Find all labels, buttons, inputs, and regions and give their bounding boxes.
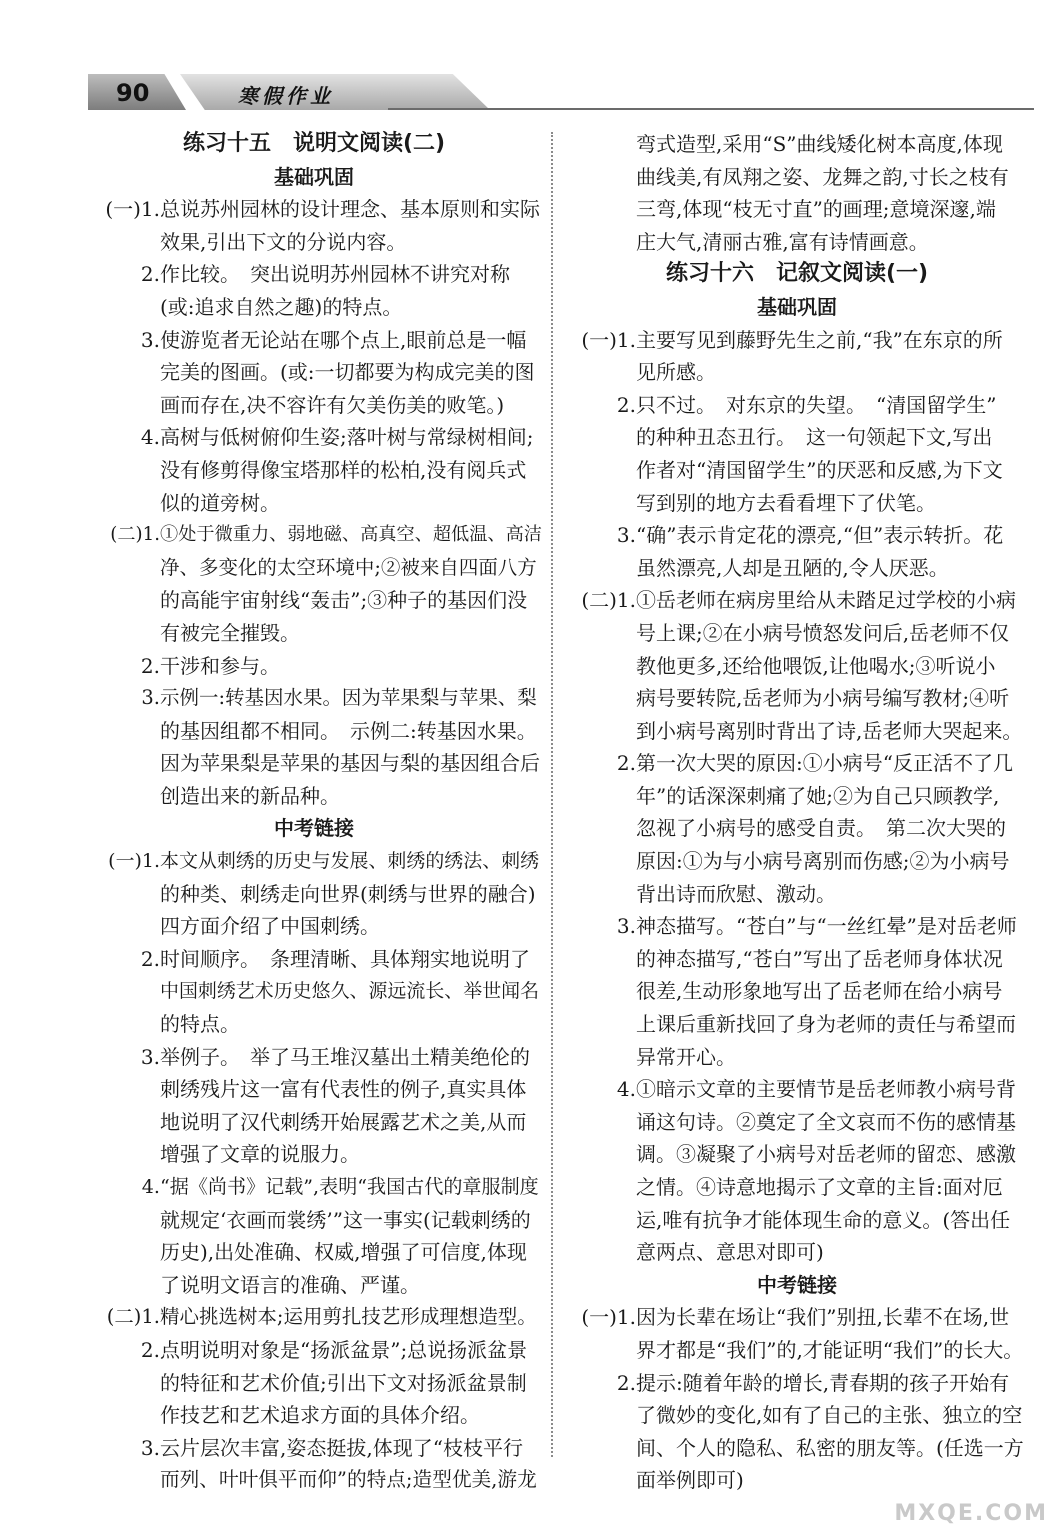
answer-item [88, 324, 540, 357]
answer-item [88, 258, 540, 291]
item-number: 2. [140, 946, 160, 971]
answer-continuation: 虽然漂亮,人却是丑陋的,令人厌恶。 [636, 555, 949, 580]
answer-text: 点明说明对象是“扬派盆景”;总说扬派盆景 [160, 1337, 528, 1362]
answer-continuation: 的神态描写,“苍白”写出了岳老师身体状况 [636, 946, 1003, 971]
answer-text: 云片层次丰富,姿态挺拔,体现了“枝枝平行 [160, 1435, 523, 1460]
item-number: 3. [140, 1435, 160, 1460]
answer-text: 总说苏州园林的设计理念、基本原则和实际 [160, 197, 540, 222]
answer-item [564, 389, 1030, 422]
answer-continuation: 上课后重新找回了身为老师的责任与希望而 [636, 1012, 1016, 1037]
answer-item [564, 1073, 1030, 1106]
answer-text: 本文从刺绣的历史与发展、刺绣的绣法、刺绣 [160, 850, 540, 873]
answer-continuation: 调。③凝聚了小病号对岳老师的留恋、感激 [636, 1142, 1016, 1167]
subsection-title: 基础巩固 [757, 294, 837, 319]
answer-item [88, 1432, 540, 1465]
answer-item [88, 1041, 540, 1074]
answer-continuation: 弯式造型,采用“S”曲线矮化树本高度,体现 [636, 132, 1003, 156]
answer-item [564, 1367, 1030, 1400]
answer-text: 举例子。 举了马王堆汉墓出土精美绝伦的 [160, 1044, 530, 1069]
answer-continuation: 背出诗而欣慰、激动。 [636, 881, 836, 906]
answer-continuation: 地说明了汉代刺绣开始展露艺术之美,从而 [160, 1109, 527, 1134]
answer-continuation: 没有修剪得像宝塔那样的松柏,没有阅兵式 [160, 457, 527, 482]
item-number: 3. [141, 686, 160, 710]
answer-text: 高树与低树俯仰生姿;落叶树与常绿树相间; [160, 425, 534, 450]
subsection-title: 中考链接 [757, 1272, 837, 1297]
answer-continuation: 作技艺和艺术追求方面的具体介绍。 [160, 1403, 480, 1428]
right-column [564, 128, 1030, 1497]
answer-continuation: 诵这句诗。②奠定了全文哀而不伤的感情基 [636, 1109, 1016, 1134]
answer-item [564, 747, 1030, 780]
answer-text: 第一次大哭的原因:①小病号“反正活不了几 [636, 751, 1013, 776]
answer-continuation: (或:追求自然之趣)的特点。 [160, 294, 403, 319]
answer-item [564, 324, 1030, 357]
answer-text: 使游览者无论站在哪个点上,眼前总是一幅 [160, 327, 527, 352]
item-number: 2. [140, 653, 160, 678]
page-number: 90 [116, 79, 150, 107]
answer-continuation: 号上课;②在小病号愤怒发问后,岳老师不仅 [636, 620, 1010, 645]
answer-item [88, 1334, 540, 1367]
answer-continuation: 作者对“清国留学生”的厌恶和反感,为下文 [636, 457, 1003, 482]
header-rule [388, 108, 1034, 110]
answer-continuation: 创造出来的新品种。 [160, 783, 340, 808]
answer-continuation: 中国刺绣艺术历史悠久、源远流长、举世闻名 [160, 980, 540, 1003]
subsection-title: 基础巩固 [274, 164, 354, 189]
item-number: 3. [616, 523, 636, 548]
answer-continuation: 的特点。 [160, 1012, 240, 1037]
answer-item [88, 650, 540, 683]
answer-continuation: 病号要转院,岳老师为小病号编写教材;④听 [636, 686, 1010, 711]
answer-continuation: 的特征和艺术价值;引出下文对扬派盆景制 [160, 1370, 527, 1395]
item-number: 2. [140, 262, 160, 287]
answer-continuation: 见所感。 [636, 360, 716, 385]
answer-text: ①岳老师在病房里给从未踏足过学校的小病 [636, 588, 1016, 613]
answer-text: 因为长辈在场让“我们”别扭,长辈不在场,世 [636, 1305, 1010, 1330]
answer-text: 只不过。 对东京的失望。 “清国留学生” [636, 392, 997, 417]
answer-item [564, 1301, 1030, 1334]
item-number: 2. [616, 1370, 636, 1395]
answer-text: 提示:随着年龄的增长,青春期的孩子开始有 [636, 1370, 1010, 1395]
answer-text: 精心挑选树本;运用剪扎技艺形成理想造型。 [160, 1305, 537, 1329]
answer-item [564, 910, 1030, 943]
item-number: (一)1. [105, 197, 160, 222]
answer-text: ①暗示文章的主要情节是岳老师教小病号背 [636, 1077, 1016, 1102]
answer-continuation: 运,唯有抗争才能体现生命的意义。(答出任 [636, 1207, 1011, 1232]
subsection-title: 中考链接 [274, 816, 354, 841]
answer-continuation: 庄大气,清丽古雅,富有诗情画意。 [636, 229, 929, 254]
item-number: (一)1. [581, 327, 636, 352]
answer-item [564, 519, 1030, 552]
answer-continuation: 似的道旁树。 [160, 490, 280, 515]
answer-continuation: 有被完全摧毁。 [160, 620, 300, 645]
answer-continuation: 原因:①为与小病号离别而伤感;②为小病号 [636, 849, 1010, 874]
item-number: 3. [140, 327, 160, 352]
answer-item [88, 1301, 540, 1334]
answer-continuation: 很差,生动形象地写出了岳老师在给小病号 [636, 979, 1003, 1004]
answer-text: “确”表示肯定花的漂亮,“但”表示转折。花 [636, 523, 1004, 548]
book-title-tab [180, 74, 490, 110]
item-number: 4. [141, 1176, 160, 1198]
answer-continuation: 而列、叶叶俱平而仰”的特点;造型优美,游龙 [160, 1468, 537, 1492]
answer-text: 干涉和参与。 [160, 653, 280, 678]
book-title: 寒假作业 [238, 84, 334, 108]
answer-text: 时间顺序。 条理清晰、具体翔实地说明了 [160, 946, 530, 971]
answer-continuation: 到小病号离别时背出了诗,岳老师大哭起来。 [636, 718, 1023, 743]
item-number: (二)1. [581, 588, 636, 613]
answer-continuation: 界才都是“我们”的,才能证明“我们”的长大。 [636, 1337, 1024, 1362]
answer-continuation: 面举例即可) [636, 1468, 744, 1493]
answer-text: ①处于微重力、弱地磁、高真空、超低温、高洁 [160, 524, 542, 546]
answer-continuation: 异常开心。 [636, 1044, 736, 1069]
answer-item [88, 193, 540, 226]
item-number: 4. [140, 425, 160, 450]
answer-item [88, 421, 540, 454]
item-number: (一)1. [108, 850, 160, 873]
answer-continuation: 的基因组都不相同。 示例二:转基因水果。 [160, 718, 537, 743]
answer-continuation: 的高能宇宙射线“轰击”;③种子的基因们没 [160, 588, 528, 613]
item-number: 3. [140, 1044, 160, 1069]
item-number: (二)1. [106, 1305, 160, 1329]
left-column [88, 128, 540, 1497]
answer-continuation: 四方面介绍了中国刺绣。 [160, 914, 380, 939]
answer-text: 主要写见到藤野先生之前,“我”在东京的所 [636, 327, 1003, 352]
answer-text: “据《尚书》记载”,表明“我国古代的章服制度 [160, 1176, 539, 1198]
answer-continuation: 了微妙的变化,如有了自己的主张、独立的空 [636, 1403, 1023, 1428]
answer-continuation: 间、个人的隐私、私密的朋友等。(任选一方 [636, 1435, 1024, 1460]
item-number: 4. [616, 1077, 636, 1102]
answer-continuation: 忽视了小病号的感受自责。 第二次大哭的 [636, 816, 1006, 841]
answer-continuation: 三弯,体现“枝无寸直”的画理;意境深邃,端 [636, 197, 996, 222]
answer-continuation: 刺绣残片这一富有代表性的例子,真实具体 [160, 1077, 527, 1102]
answer-continuation: 增强了文章的说服力。 [160, 1142, 360, 1167]
answer-continuation: 教他更多,还给他喂饭,让他喝水;③听说小 [636, 653, 996, 678]
page-header [88, 74, 1034, 110]
answer-continuation: 年”的话深深刺痛了她;②为自己只顾教学, [636, 783, 1000, 808]
answer-continuation: 净、多变化的太空环境中;②被来自四面八方 [160, 555, 537, 579]
answer-continuation: 了说明文语言的准确、严谨。 [160, 1272, 420, 1297]
answer-continuation: 画而存在,决不容许有欠美伤美的败笔。) [160, 392, 505, 417]
item-number: (二)1. [110, 524, 160, 546]
item-number: 2. [616, 392, 636, 417]
column-divider [551, 132, 553, 1457]
item-number: 3. [616, 914, 636, 939]
answer-continuation: 历史),出处准确、权威,增强了可信度,体现 [160, 1240, 527, 1265]
answer-continuation: 效果,引出下文的分说内容。 [160, 229, 407, 254]
answer-continuation: 的种种丑态丑行。 这一句领起下文,写出 [636, 425, 993, 450]
answer-item [88, 1171, 540, 1204]
answer-continuation: 因为苹果梨是苹果的基因与梨的基因组合后 [160, 751, 540, 776]
section-title: 练习十六 记叙文阅读(一) [665, 261, 929, 287]
answer-continuation: 的种类、刺绣走向世界(刺绣与世界的融合) [160, 881, 536, 906]
watermark-text: MXQE.COM [894, 1501, 1048, 1526]
answer-text: 作比较。 突出说明苏州园林不讲究对称 [160, 262, 510, 287]
answer-text: 示例一:转基因水果。因为苹果梨与苹果、梨 [160, 686, 537, 710]
item-number: 2. [140, 1337, 160, 1362]
answer-continuation: 之情。④诗意地揭示了文章的主旨:面对厄 [636, 1175, 1003, 1199]
answer-continuation: 完美的图画。(或:一切都要为构成完美的图 [160, 360, 535, 385]
answer-item [564, 584, 1030, 617]
answer-continuation: 写到别的地方去看看埋下了伏笔。 [636, 490, 936, 515]
answer-item [88, 845, 540, 878]
answer-item [88, 682, 540, 715]
item-number: (一)1. [581, 1305, 636, 1330]
answer-continuation: 意两点、意思对即可) [636, 1240, 824, 1265]
answer-continuation: 曲线美,有凤翔之姿、龙舞之韵,寸长之枝有 [636, 164, 1009, 189]
answer-continuation: 就规定‘衣画而裳绣’”这一事实(记载刺绣的 [160, 1207, 531, 1232]
watermark-logo [868, 1458, 1048, 1526]
answer-text: 神态描写。“苍白”与“一丝红晕”是对岳老师 [636, 914, 1017, 939]
answer-item [88, 943, 540, 976]
answer-item [88, 519, 540, 552]
section-title: 练习十五 说明文阅读(二) [182, 131, 446, 156]
item-number: 2. [616, 751, 636, 776]
